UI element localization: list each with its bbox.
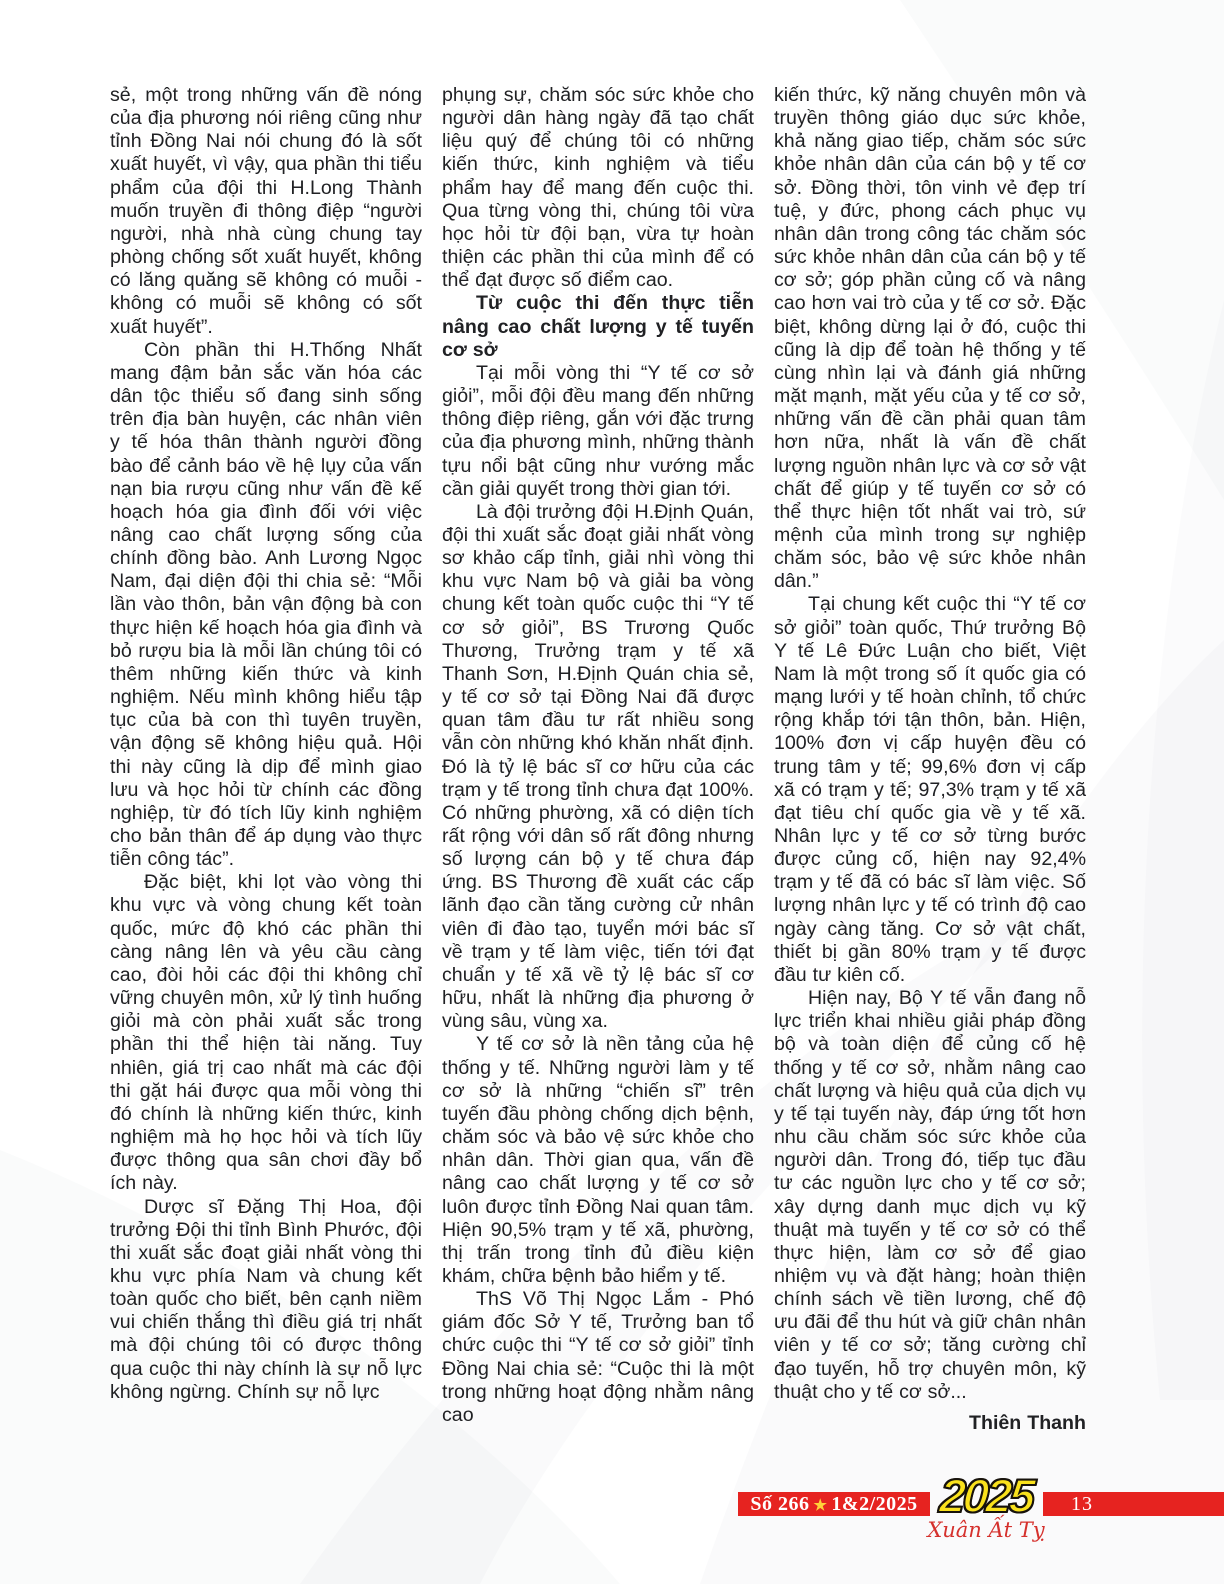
footer-season-script: Xuân Ất Tỵ — [927, 1518, 1045, 1542]
footer-year-logo: 2025 — [937, 1469, 1035, 1522]
article-paragraph: Dược sĩ Đặng Thị Hoa, đội trưởng Đội thi tỉnh Bình Phước, đội thi xuất sắc đoạt giải nhất vòng thi khu vực phía Nam và chung kết toàn quốc cho biết, bên cạnh niềm vui chiến thắng thì điều giá trị nhất mà đội chúng tôi có được thông qua cuộc thi này chính là sự nỗ lực không ngừng. Chính sự nỗ lực — [110, 1195, 422, 1403]
star-icon: ★ — [813, 1497, 828, 1514]
footer-issue-bar — [738, 1492, 930, 1516]
article-column-3 — [774, 84, 1086, 1435]
article-paragraph: Tại chung kết cuộc thi “Y tế cơ sở giỏi” toàn quốc, Thứ trưởng Bộ Y tế Lê Đức Luận cho biết, Việt Nam là một trong số ít quốc gia có mạng lưới y tế hoàn chỉnh, tổ chức rộng khắp tới tận thôn, bản. Hiện, 100% đơn vị cấp huyện đều có trung tâm y tế; 99,6% đơn vị cấp xã có trạm y tế; 97,3% trạm y tế xã đạt tiêu chí quốc gia về y tế xã. Nhân lực y tế cơ sở từng bước được củng cố, hiện nay 92,4% trạm y tế đã có bác sĩ làm việc. Số lượng nhân lực y tế có trình độ cao ngày càng tăng. Cơ sở vật chất, thiết bị gần 80% trạm y tế được đầu tư kiên cố. — [774, 593, 1086, 986]
article-paragraph: sẻ, một trong những vấn đề nóng của địa phương nói riêng cũng như tỉnh Đồng Nai nói chung đó là sốt xuất huyết, vì vậy, qua phần thi tiểu phẩm của đội thi H.Long Thành muốn truyền đi thông điệp “người người, nhà nhà cùng chung tay phòng chống sốt xuất huyết, không có lăng quăng sẽ không có muỗi - không có muỗi sẽ không có sốt xuất huyết”. — [110, 84, 422, 338]
article-paragraph: phụng sự, chăm sóc sức khỏe cho người dân hàng ngày đã tạo chất liệu quý để chúng tôi có những kiến thức, kinh nghiệm và tiểu phẩm hay để mang đến cuộc thi. Qua từng vòng thi, chúng tôi vừa học hỏi từ đội bạn, vừa tự hoàn thiện các phần thi của mình để có thể đạt được số điểm cao. — [442, 84, 754, 292]
article-column-2 — [442, 84, 754, 1427]
article-paragraph: Là đội trưởng đội H.Định Quán, đội thi xuất sắc đoạt giải nhất vòng sơ khảo cấp tỉnh, giải nhì vòng thi khu vực Nam bộ và giải ba vòng chung kết toàn quốc cuộc thi “Y tế cơ sở giỏi”, BS Trương Quốc Thương, Trưởng trạm y tế xã Thanh Sơn, H.Định Quán chia sẻ, y tế cơ sở tại Đồng Nai đã được quan tâm đầu tư rất nhiều song vẫn còn những khó khăn nhất định. Đó là tỷ lệ bác sĩ cơ hữu của các trạm y tế trong tỉnh chưa đạt 100%. Có những phường, xã có diện tích rất rộng với dân số rất đông nhưng số lượng cán bộ y tế chưa đáp ứng. BS Thương đề xuất các cấp lãnh đạo cần tăng cường cử nhân viên đi đào tạo, tuyển mới bác sĩ về trạm y tế làm việc, tiến tới đạt chuẩn y tế xã về tỷ lệ bác sĩ cơ hữu, nhất là những địa phương ở vùng sâu, vùng xa. — [442, 500, 754, 1033]
footer-page-bar — [1043, 1492, 1224, 1516]
article-paragraph: ThS Võ Thị Ngọc Lắm - Phó giám đốc Sở Y tế, Trưởng ban tổ chức cuộc thi “Y tế cơ sở giỏi” tỉnh Đồng Nai chia sẻ: “Cuộc thi là một trong những hoạt động nhằm nâng cao — [442, 1288, 754, 1426]
article-subheading: Từ cuộc thi đến thực tiễn nâng cao chất lượng y tế tuyến cơ sở — [442, 292, 754, 361]
article-paragraph: Hiện nay, Bộ Y tế vẫn đang nỗ lực triển khai nhiều giải pháp đồng bộ và toàn diện để củng cố hệ thống y tế cơ sở, nhằm nâng cao chất lượng và hiệu quả của dịch vụ y tế tại tuyến này, đáp ứng tốt hơn nhu cầu chăm sóc sức khỏe của người dân. Trong đó, tiếp tục đầu tư các nguồn lực cho y tế cơ sở; xây dựng danh mục dịch vụ kỹ thuật mà tuyến y tế cơ sở có thể thực hiện, làm cơ sở để giao nhiệm vụ và đặt hàng; hoàn thiện chính sách về tiền lương, chế độ ưu đãi để thu hút và giữ chân nhân viên y tế cơ sở; tăng cường chỉ đạo tuyến, hỗ trợ chuyên môn, kỹ thuật cho y tế cơ sở... — [774, 987, 1086, 1403]
page-number: 13 — [1071, 1492, 1093, 1515]
article-paragraph: Tại mỗi vòng thi “Y tế cơ sở giỏi”, mỗi đội đều mang đến những thông điệp riêng, gắn với đặc trưng của địa phương mình, những thành tựu nổi bật cũng như vướng mắc cần giải quyết trong thời gian tới. — [442, 361, 754, 500]
footer-issue-number: Số 266 ★ 1&2/2025 — [750, 1492, 918, 1515]
article-paragraph: Y tế cơ sở là nền tảng của hệ thống y tế. Những người làm y tế cơ sở là những “chiến sĩ” trên tuyến đầu phòng chống dịch bệnh, chăm sóc và bảo vệ sức khỏe cho nhân dân. Thời gian qua, vấn đề nâng cao chất lượng y tế cơ sở luôn được tỉnh Đồng Nai quan tâm. Hiện 90,5% trạm y tế xã, phường, thị trấn trong tỉnh đủ điều kiện khám, chữa bệnh bảo hiểm y tế. — [442, 1033, 754, 1287]
article-paragraph: Đặc biệt, khi lọt vào vòng thi khu vực và vòng chung kết toàn quốc, mức độ khó các phần thi càng nâng lên và yêu cầu càng cao, đòi hỏi các đội thi không chỉ vững chuyên môn, xử lý tình huống giỏi mà còn phải xuất sắc trong phần thi thể hiện tài năng. Tuy nhiên, giá trị cao nhất mà các đội thi gặt hái được qua mỗi vòng thi đó chính là những kiến thức, kinh nghiệm mà họ học hỏi và tích lũy được thông qua sân chơi đầy bổ ích này. — [110, 871, 422, 1195]
article-byline: Thiên Thanh — [969, 1411, 1086, 1434]
article-paragraph: kiến thức, kỹ năng chuyên môn và truyền thông giáo dục sức khỏe, khả năng giao tiếp, chăm sóc sức khỏe nhân dân của cán bộ y tế cơ sở. Đồng thời, tôn vinh vẻ đẹp trí tuệ, y đức, phong cách phục vụ nhân dân trong công tác chăm sóc sức khỏe nhân dân của cán bộ y tế cơ sở; góp phần củng cố và nâng cao hơn vai trò của y tế cơ sở. Đặc biệt, không dừng lại ở đó, cuộc thi cũng là dịp để toàn hệ thống y tế cùng nhìn lại và đánh giá những mặt mạnh, mặt yếu của y tế cơ sở, những vấn đề cần phải quan tâm hơn nữa, nhất là vấn đề chất lượng nguồn nhân lực và cơ sở vật chất để giúp y tế tuyến cơ sở có thể thực hiện tốt nhất vai trò, sứ mệnh của mình trong sự nghiệp chăm sóc, bảo vệ sức khỏe nhân dân.” — [774, 84, 1086, 593]
article-column-1 — [110, 84, 422, 1404]
article-paragraph: Còn phần thi H.Thống Nhất mang đậm bản sắc văn hóa các dân tộc thiểu số đang sinh sống trên địa bàn huyện, các nhân viên y tế hóa thân thành người đồng bào để cảnh báo về hệ lụy của vấn nạn bia rượu cũng như vấn đề kế hoạch hóa gia đình đối với việc nâng cao chất lượng sống của chính đồng bào. Anh Lương Ngọc Nam, đại diện đội thi chia sẻ: “Mỗi lần vào thôn, bản vận động bà con thực hiện kế hoạch hóa gia đình và bỏ rượu bia là mỗi lần chúng tôi có thêm những kiến thức và kinh nghiệm. Nếu mình không hiểu tập tục của bà con thì tuyên truyền, vận động sẽ không hiệu quả. Hội thi này cũng là dịp để mình giao lưu và học hỏi từ chính các đồng nghiệp, từ đó tích lũy kinh nghiệm cho bản thân để áp dụng vào thực tiễn công tác”. — [110, 338, 422, 871]
